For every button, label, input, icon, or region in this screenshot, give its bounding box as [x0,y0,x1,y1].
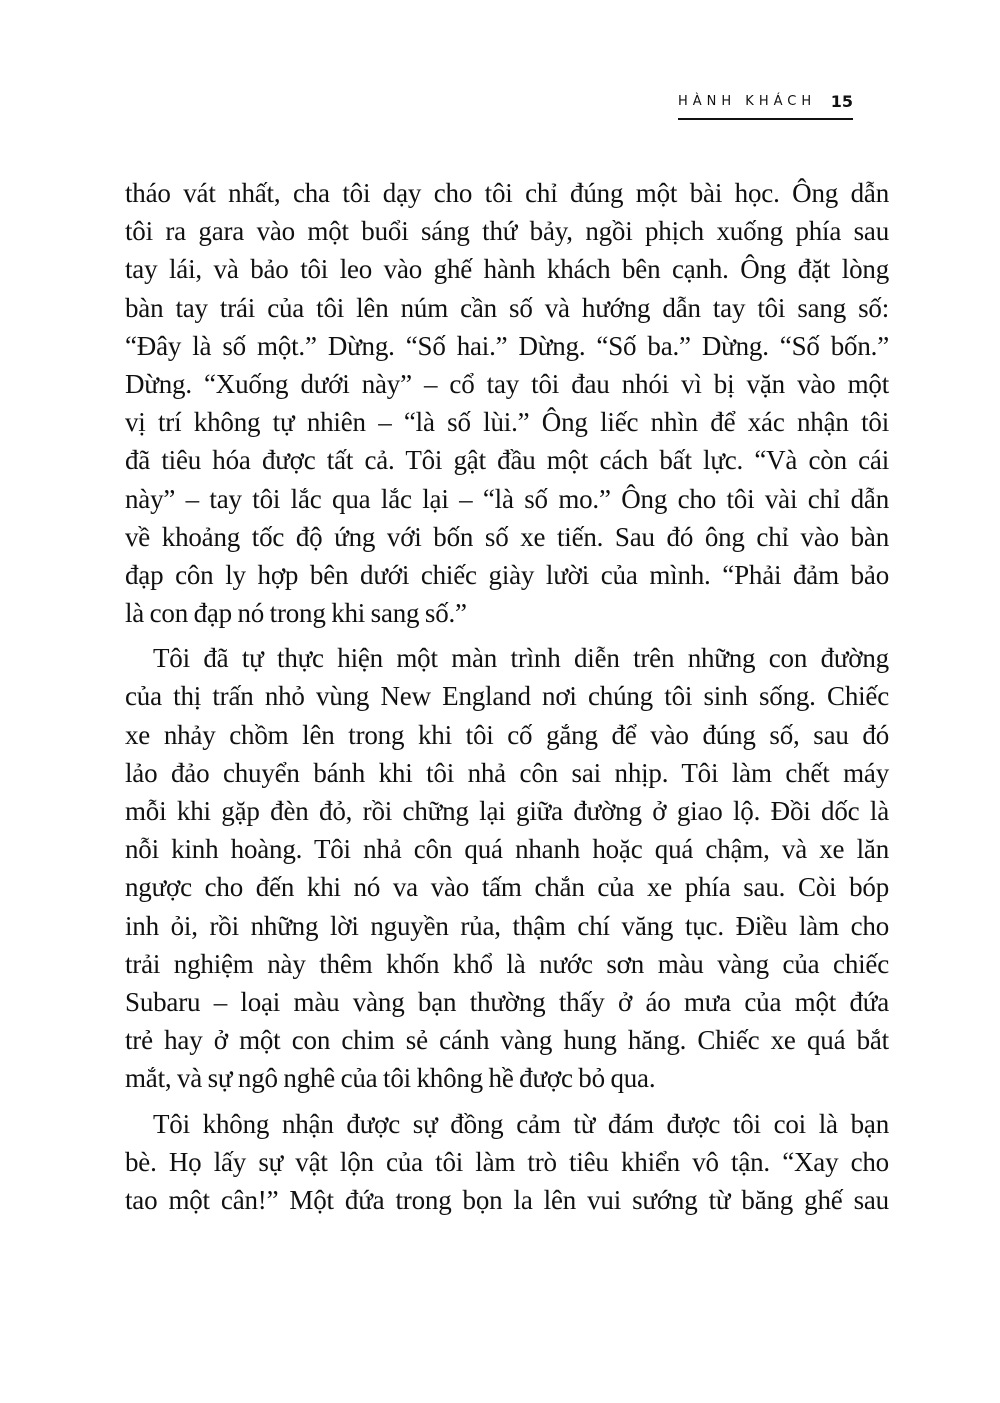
text-line: này” – tay tôi lắc qua lắc lại – “là số mo.” Ông cho tôi vài chỉ dẫn [125,483,889,514]
text-line: bàn tay trái của tôi lên núm cần số và hướng dẫn tay tôi sang số: [125,292,889,323]
paragraph-gap [125,1098,889,1105]
text-line: là con đạp nó trong khi sang số.” [125,598,467,629]
text-line: vị trí không tự nhiên – “là số lùi.” Ông liếc nhìn để xác nhận tôi [125,407,889,438]
paragraph [125,174,889,632]
body-text [125,174,889,1219]
text-line: mỗi khi gặp đèn đỏ, rồi chững lại giữa đường ở giao lộ. Đồi dốc là [125,796,889,826]
text-line: ngược cho đến khi nó va vào tấm chắn của xe phía sau. Còi bóp [125,872,889,903]
text-line: tháo vát nhất, cha tôi dạy cho tôi chỉ đúng một bài học. Ông dẫn [125,178,889,208]
text-line: lảo đảo chuyển bánh khi tôi nhả côn sai nhịp. Tôi làm chết máy [125,757,889,788]
text-line: bè. Họ lấy sự vật lộn của tôi làm trò tiêu khiển vô tận. “Xay cho [125,1146,889,1177]
text-line: của thị trấn nhỏ vùng New England nơi chúng tôi sinh sống. Chiếc [125,681,889,712]
text-line: đã tiêu hóa được tất cả. Tôi gật đầu một cách bất lực. “Và còn cái [125,445,889,476]
text-line: Tôi đã tự thực hiện một màn trình diễn trên những con đường [153,643,889,674]
text-line: tôi ra gara vào một buổi sáng thứ bảy, ngồi phịch xuống phía sau [125,216,889,247]
text-line: inh ỏi, rồi những lời nguyền rủa, thậm chí văng tục. Điều làm cho [125,910,889,941]
text-line: đạp côn ly hợp bên dưới chiếc giày lười của mình. “Phải đảm bảo [125,559,889,590]
text-line: tao một cân!” Một đứa trong bọn la lên vui sướng từ băng ghế sau [125,1184,889,1215]
text-line: Subaru – loại màu vàng bạn thường thấy ở áo mưa của một đứa [125,986,889,1017]
text-line: xe nhảy chồm lên trong khi tôi cố gắng để vào đúng số, sau đó [125,719,889,750]
paragraph-gap [125,632,889,639]
text-line: mắt, và sự ngô nghê của tôi không hề được bỏ qua. [125,1063,656,1094]
paragraph [125,1105,889,1220]
text-line: “Đây là số một.” Dừng. “Số hai.” Dừng. “Số ba.” Dừng. “Số bốn.” [125,330,889,361]
text-line: Tôi không nhận được sự đồng cảm từ đám được tôi coi là bạn [153,1108,889,1139]
text-line: Dừng. “Xuống dưới này” – cổ tay tôi đau nhói vì bị vặn vào một [125,368,889,399]
text-line: tay lái, và bảo tôi leo vào ghế hành khách bên cạnh. Ông đặt lòng [125,254,889,285]
text-line: về khoảng tốc độ ứng với bốn số xe tiến. Sau đó ông chỉ vào bàn [125,521,889,552]
text-line: trải nghiệm này thêm khốn khổ là nước sơn màu vàng của chiếc [125,948,889,979]
running-title: HÀNH KHÁCH [678,94,817,109]
running-header [678,92,853,120]
text-line: trẻ hay ở một con chim sẻ cánh vàng hung hăng. Chiếc xe quá bắt [125,1025,889,1056]
text-line: nỗi kinh hoàng. Tôi nhả côn quá nhanh hoặc quá chậm, và xe lăn [125,834,889,865]
paragraph [125,639,889,1097]
page-number: 15 [830,92,853,111]
